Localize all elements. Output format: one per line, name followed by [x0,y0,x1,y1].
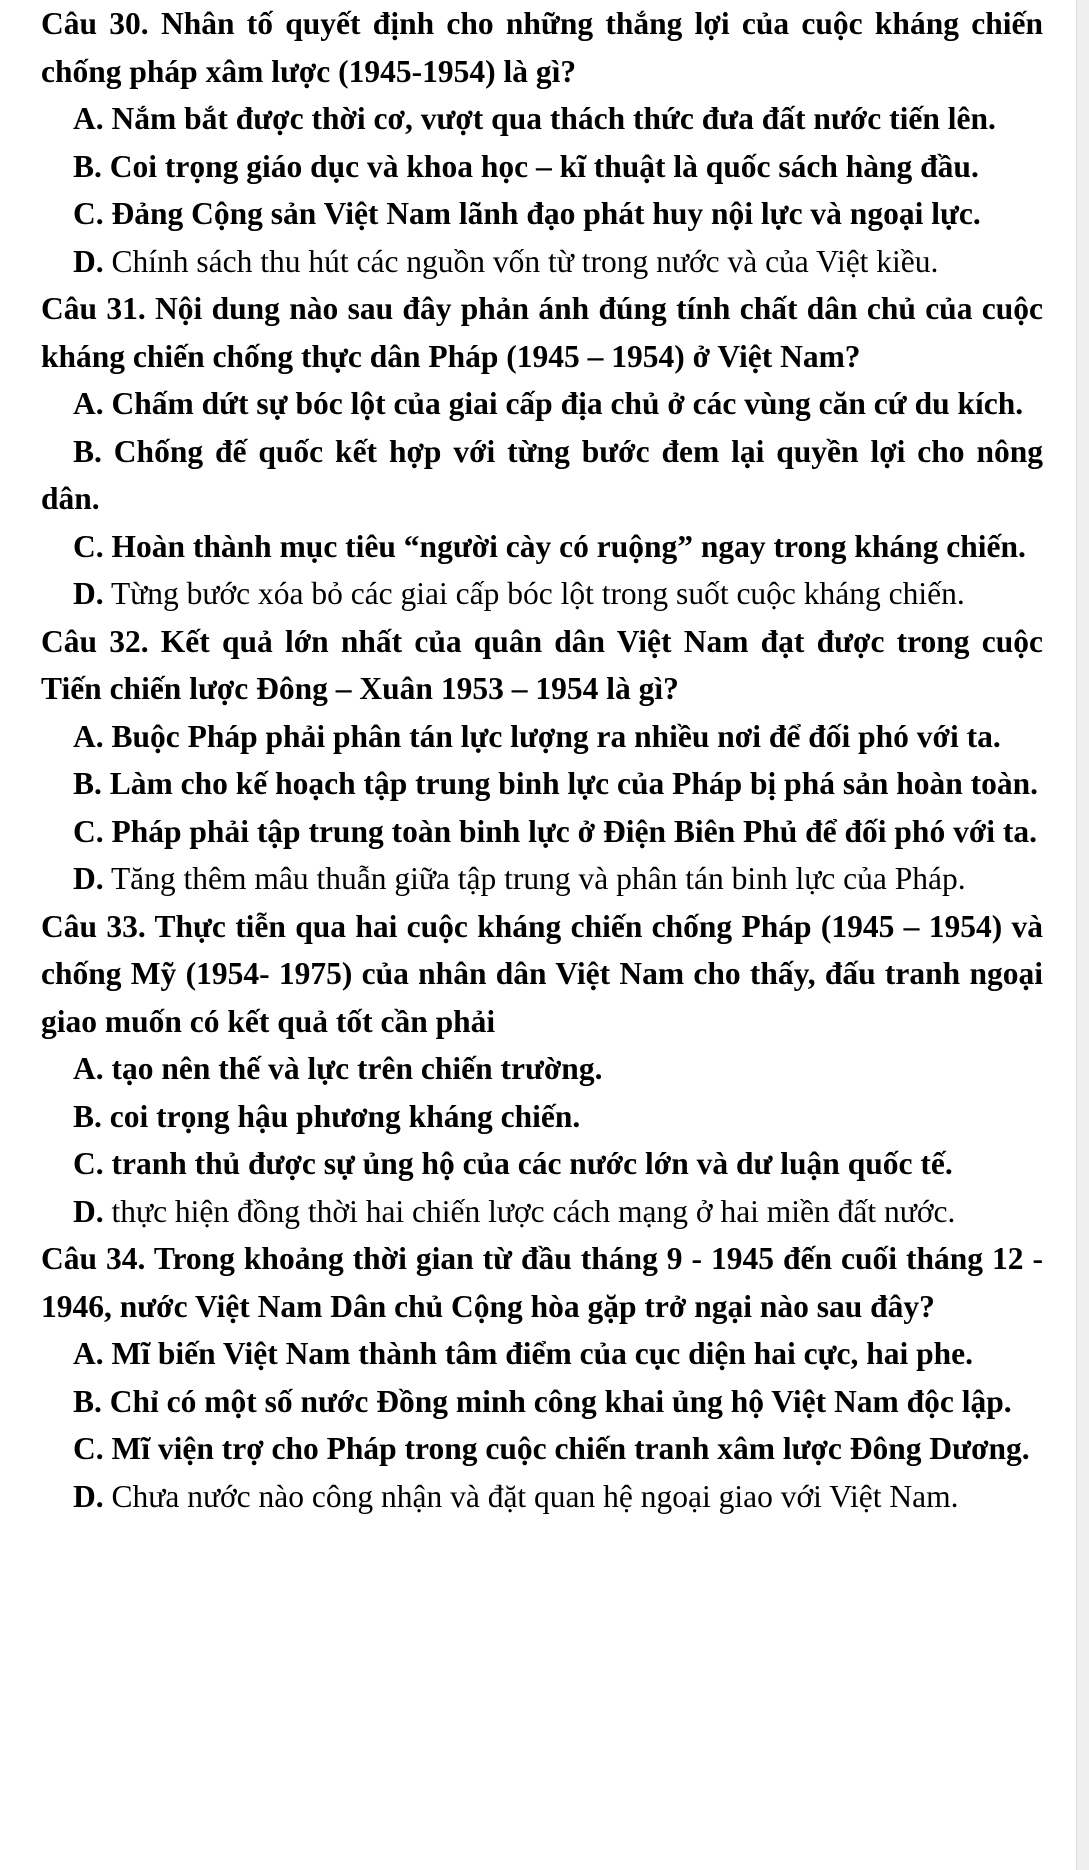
option-32-a [0,713,1089,761]
option-text: Chính sách thu hút các nguồn vốn từ trong nước và của Việt kiều. [111,243,939,279]
option-letter: B. [73,148,102,184]
option-text: Chấm dứt sự bóc lột của giai cấp địa chủ ở các vùng căn cứ du kích. [111,386,1024,421]
option-30-d [0,238,1089,286]
question-label: Câu 34. [41,1241,146,1276]
option-letter: D. [73,243,104,279]
option-letter: B. [73,1383,102,1419]
option-33-b [0,1093,1089,1141]
option-text: Chưa nước nào công nhận và đặt quan hệ ngoại giao với Việt Nam. [111,1478,959,1514]
question-label: Câu 32. [41,623,149,659]
option-31-c [0,523,1089,571]
option-text: thực hiện đồng thời hai chiến lược cách mạng ở hai miền đất nước. [111,1193,956,1229]
option-letter: C. [73,528,104,564]
option-32-d [0,855,1089,903]
question-31 [0,285,1089,380]
option-text: Tăng thêm mâu thuẫn giữa tập trung và phân tán binh lực của Pháp. [110,861,966,896]
cut-off-text-line [41,1858,1031,1870]
option-31-b [0,428,1089,523]
option-letter: B. [73,1098,102,1134]
option-text: Mĩ viện trợ cho Pháp trong cuộc chiến tranh xâm lược Đông Dương. [111,1431,1030,1466]
option-text: Chống đế quốc kết hợp với từng bước đem lại quyền lợi cho nông dân. [41,433,1043,516]
option-33-c [0,1140,1089,1188]
option-33-a [0,1045,1089,1093]
option-letter: C. [73,1146,104,1181]
option-letter: A. [73,718,104,754]
question-label: Câu 31. [41,291,146,326]
option-letter: D. [73,861,104,896]
option-text: Buộc Pháp phải phân tán lực lượng ra nhiều nơi để đối phó với ta. [111,718,1001,754]
option-31-d [0,570,1089,618]
option-letter: D. [73,1478,104,1514]
option-text: tranh thủ được sự ủng hộ của các nước lớn và dư luận quốc tế. [111,1146,953,1181]
option-letter: D. [73,1193,104,1229]
question-32 [0,618,1089,713]
option-text: Coi trọng giáo dục và khoa học – kĩ thuật là quốc sách hàng đầu. [109,148,979,184]
option-33-d [0,1188,1089,1236]
option-letter: C. [73,196,104,231]
option-text: Nắm bắt được thời cơ, vượt qua thách thức đưa đất nước tiến lên. [111,101,996,136]
option-31-a [0,380,1089,428]
question-text: Nhân tố quyết định cho những thắng lợi của cuộc kháng chiến chống pháp xâm lược (1945-1954) là gì? [41,6,1043,89]
question-34 [0,1235,1089,1330]
option-letter: A. [73,1336,104,1371]
option-letter: C. [73,813,104,849]
question-text: Kết quả lớn nhất của quân dân Việt Nam đạt được trong cuộc Tiến chiến lược Đông – Xuân 1953 – 1954 là gì? [41,623,1043,706]
option-letter: C. [73,1431,104,1466]
option-letter: A. [73,101,104,136]
option-text: Làm cho kế hoạch tập trung binh lực của Pháp bị phá sản hoàn toàn. [109,766,1039,801]
question-text: Nội dung nào sau đây phản ánh đúng tính chất dân chủ của cuộc kháng chiến chống thực dân Pháp (1945 – 1954) ở Việt Nam? [41,291,1044,374]
option-letter: B. [73,766,102,801]
option-30-b [0,143,1089,191]
option-32-c [0,808,1089,856]
option-34-b [0,1378,1089,1426]
question-label: Câu 33. [41,908,146,944]
question-label: Câu 30. [41,6,149,41]
option-30-a [0,95,1089,143]
option-34-d [0,1473,1089,1521]
option-text: tạo nên thế và lực trên chiến trường. [111,1051,603,1086]
option-letter: A. [73,1051,104,1086]
question-text: Thực tiễn qua hai cuộc kháng chiến chống Pháp (1945 – 1954) và chống Mỹ (1954- 1975) của nhân dân Việt Nam cho thấy, đấu tranh ngoại giao muốn có kết quả tốt cần phải [41,908,1043,1039]
option-text: Chỉ có một số nước Đồng minh công khai ủng hộ Việt Nam độc lập. [109,1383,1012,1419]
option-text: Mĩ biến Việt Nam thành tâm điểm của cục diện hai cực, hai phe. [111,1336,974,1371]
option-text: Từng bước xóa bỏ các giai cấp bóc lột trong suốt cuộc kháng chiến. [110,576,965,611]
question-text: Trong khoảng thời gian từ đầu tháng 9 - 1945 đến cuối tháng 12 - 1946, nước Việt Nam Dân chủ Cộng hòa gặp trở ngại nào sau đây? [41,1241,1043,1324]
question-30 [0,0,1089,95]
option-34-c [0,1425,1089,1473]
option-letter: A. [73,386,104,421]
page-edge-scrollbar[interactable] [1076,0,1089,1870]
question-33 [0,903,1089,1046]
option-letter: D. [73,576,104,611]
option-text: coi trọng hậu phương kháng chiến. [109,1098,581,1134]
option-text: Pháp phải tập trung toàn binh lực ở Điện Biên Phủ để đối phó với ta. [111,813,1038,849]
option-32-b [0,760,1089,808]
option-34-a [0,1330,1089,1378]
option-letter: B. [73,433,102,469]
option-30-c [0,190,1089,238]
option-text: Hoàn thành mục tiêu “người cày có ruộng” ngay trong kháng chiến. [111,528,1026,564]
option-text: Đảng Cộng sản Việt Nam lãnh đạo phát huy nội lực và ngoại lực. [111,196,981,231]
